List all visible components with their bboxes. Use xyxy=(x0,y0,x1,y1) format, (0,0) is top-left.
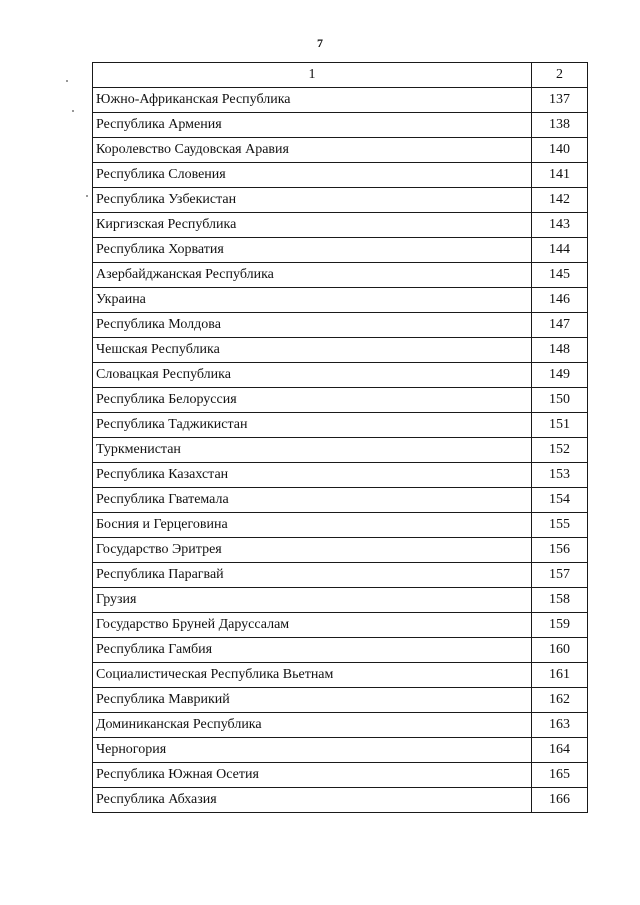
number-cell: 154 xyxy=(532,488,588,513)
number-cell: 141 xyxy=(532,163,588,188)
country-table xyxy=(92,62,588,813)
country-name-cell: Республика Узбекистан xyxy=(93,188,532,213)
number-cell: 153 xyxy=(532,463,588,488)
table-row xyxy=(93,363,588,388)
table-row xyxy=(93,263,588,288)
number-cell: 138 xyxy=(532,113,588,138)
country-name-cell: Азербайджанская Республика xyxy=(93,263,532,288)
number-cell: 155 xyxy=(532,513,588,538)
table-row xyxy=(93,388,588,413)
country-name-cell: Киргизская Республика xyxy=(93,213,532,238)
country-name-cell: Республика Парагвай xyxy=(93,563,532,588)
country-name-cell: Республика Хорватия xyxy=(93,238,532,263)
country-name-cell: Южно-Африканская Республика xyxy=(93,88,532,113)
number-cell: 152 xyxy=(532,438,588,463)
table-row xyxy=(93,313,588,338)
scan-speck xyxy=(86,195,88,197)
country-name-cell: Республика Казахстан xyxy=(93,463,532,488)
table-row xyxy=(93,163,588,188)
country-name-cell: Государство Эритрея xyxy=(93,538,532,563)
number-cell: 164 xyxy=(532,738,588,763)
table-row xyxy=(93,413,588,438)
scan-speck xyxy=(66,80,68,82)
country-name-cell: Чешская Республика xyxy=(93,338,532,363)
number-cell: 159 xyxy=(532,613,588,638)
country-name-cell: Социалистическая Республика Вьетнам xyxy=(93,663,532,688)
number-cell: 160 xyxy=(532,638,588,663)
table-row xyxy=(93,563,588,588)
table-row xyxy=(93,213,588,238)
table-row xyxy=(93,638,588,663)
country-name-cell: Туркменистан xyxy=(93,438,532,463)
country-name-cell: Грузия xyxy=(93,588,532,613)
country-name-cell: Государство Бруней Даруссалам xyxy=(93,613,532,638)
country-name-cell: Республика Южная Осетия xyxy=(93,763,532,788)
table-row xyxy=(93,713,588,738)
table-row xyxy=(93,238,588,263)
table-row xyxy=(93,788,588,813)
number-cell: 146 xyxy=(532,288,588,313)
column-header-1: 1 xyxy=(93,63,532,88)
country-name-cell: Республика Абхазия xyxy=(93,788,532,813)
scan-speck xyxy=(72,110,74,112)
number-cell: 144 xyxy=(532,238,588,263)
number-cell: 158 xyxy=(532,588,588,613)
country-name-cell: Украина xyxy=(93,288,532,313)
country-name-cell: Республика Белоруссия xyxy=(93,388,532,413)
country-name-cell: Королевство Саудовская Аравия xyxy=(93,138,532,163)
number-cell: 145 xyxy=(532,263,588,288)
number-cell: 143 xyxy=(532,213,588,238)
table-row xyxy=(93,588,588,613)
number-cell: 142 xyxy=(532,188,588,213)
table-row xyxy=(93,488,588,513)
table-row xyxy=(93,513,588,538)
table-row xyxy=(93,738,588,763)
country-name-cell: Республика Таджикистан xyxy=(93,413,532,438)
table-row xyxy=(93,338,588,363)
number-cell: 148 xyxy=(532,338,588,363)
number-cell: 137 xyxy=(532,88,588,113)
table-row xyxy=(93,88,588,113)
country-name-cell: Республика Гватемала xyxy=(93,488,532,513)
table-row xyxy=(93,188,588,213)
table-row xyxy=(93,288,588,313)
table-row xyxy=(93,613,588,638)
number-cell: 149 xyxy=(532,363,588,388)
number-cell: 165 xyxy=(532,763,588,788)
country-name-cell: Республика Маврикий xyxy=(93,688,532,713)
number-cell: 140 xyxy=(532,138,588,163)
country-name-cell: Республика Молдова xyxy=(93,313,532,338)
table-row xyxy=(93,763,588,788)
number-cell: 156 xyxy=(532,538,588,563)
country-name-cell: Черногория xyxy=(93,738,532,763)
table-header-row xyxy=(93,63,588,88)
table-row xyxy=(93,538,588,563)
column-header-2: 2 xyxy=(532,63,588,88)
country-name-cell: Словацкая Республика xyxy=(93,363,532,388)
table-row xyxy=(93,688,588,713)
number-cell: 157 xyxy=(532,563,588,588)
table-body xyxy=(93,88,588,813)
number-cell: 147 xyxy=(532,313,588,338)
number-cell: 151 xyxy=(532,413,588,438)
table-row xyxy=(93,663,588,688)
number-cell: 166 xyxy=(532,788,588,813)
table-row xyxy=(93,138,588,163)
number-cell: 150 xyxy=(532,388,588,413)
number-cell: 163 xyxy=(532,713,588,738)
country-name-cell: Республика Гамбия xyxy=(93,638,532,663)
country-name-cell: Доминиканская Республика xyxy=(93,713,532,738)
country-name-cell: Республика Армения xyxy=(93,113,532,138)
page-number: 7 xyxy=(317,36,323,50)
table-row xyxy=(93,463,588,488)
table-row xyxy=(93,438,588,463)
number-cell: 162 xyxy=(532,688,588,713)
country-name-cell: Босния и Герцеговина xyxy=(93,513,532,538)
number-cell: 161 xyxy=(532,663,588,688)
country-name-cell: Республика Словения xyxy=(93,163,532,188)
table-row xyxy=(93,113,588,138)
